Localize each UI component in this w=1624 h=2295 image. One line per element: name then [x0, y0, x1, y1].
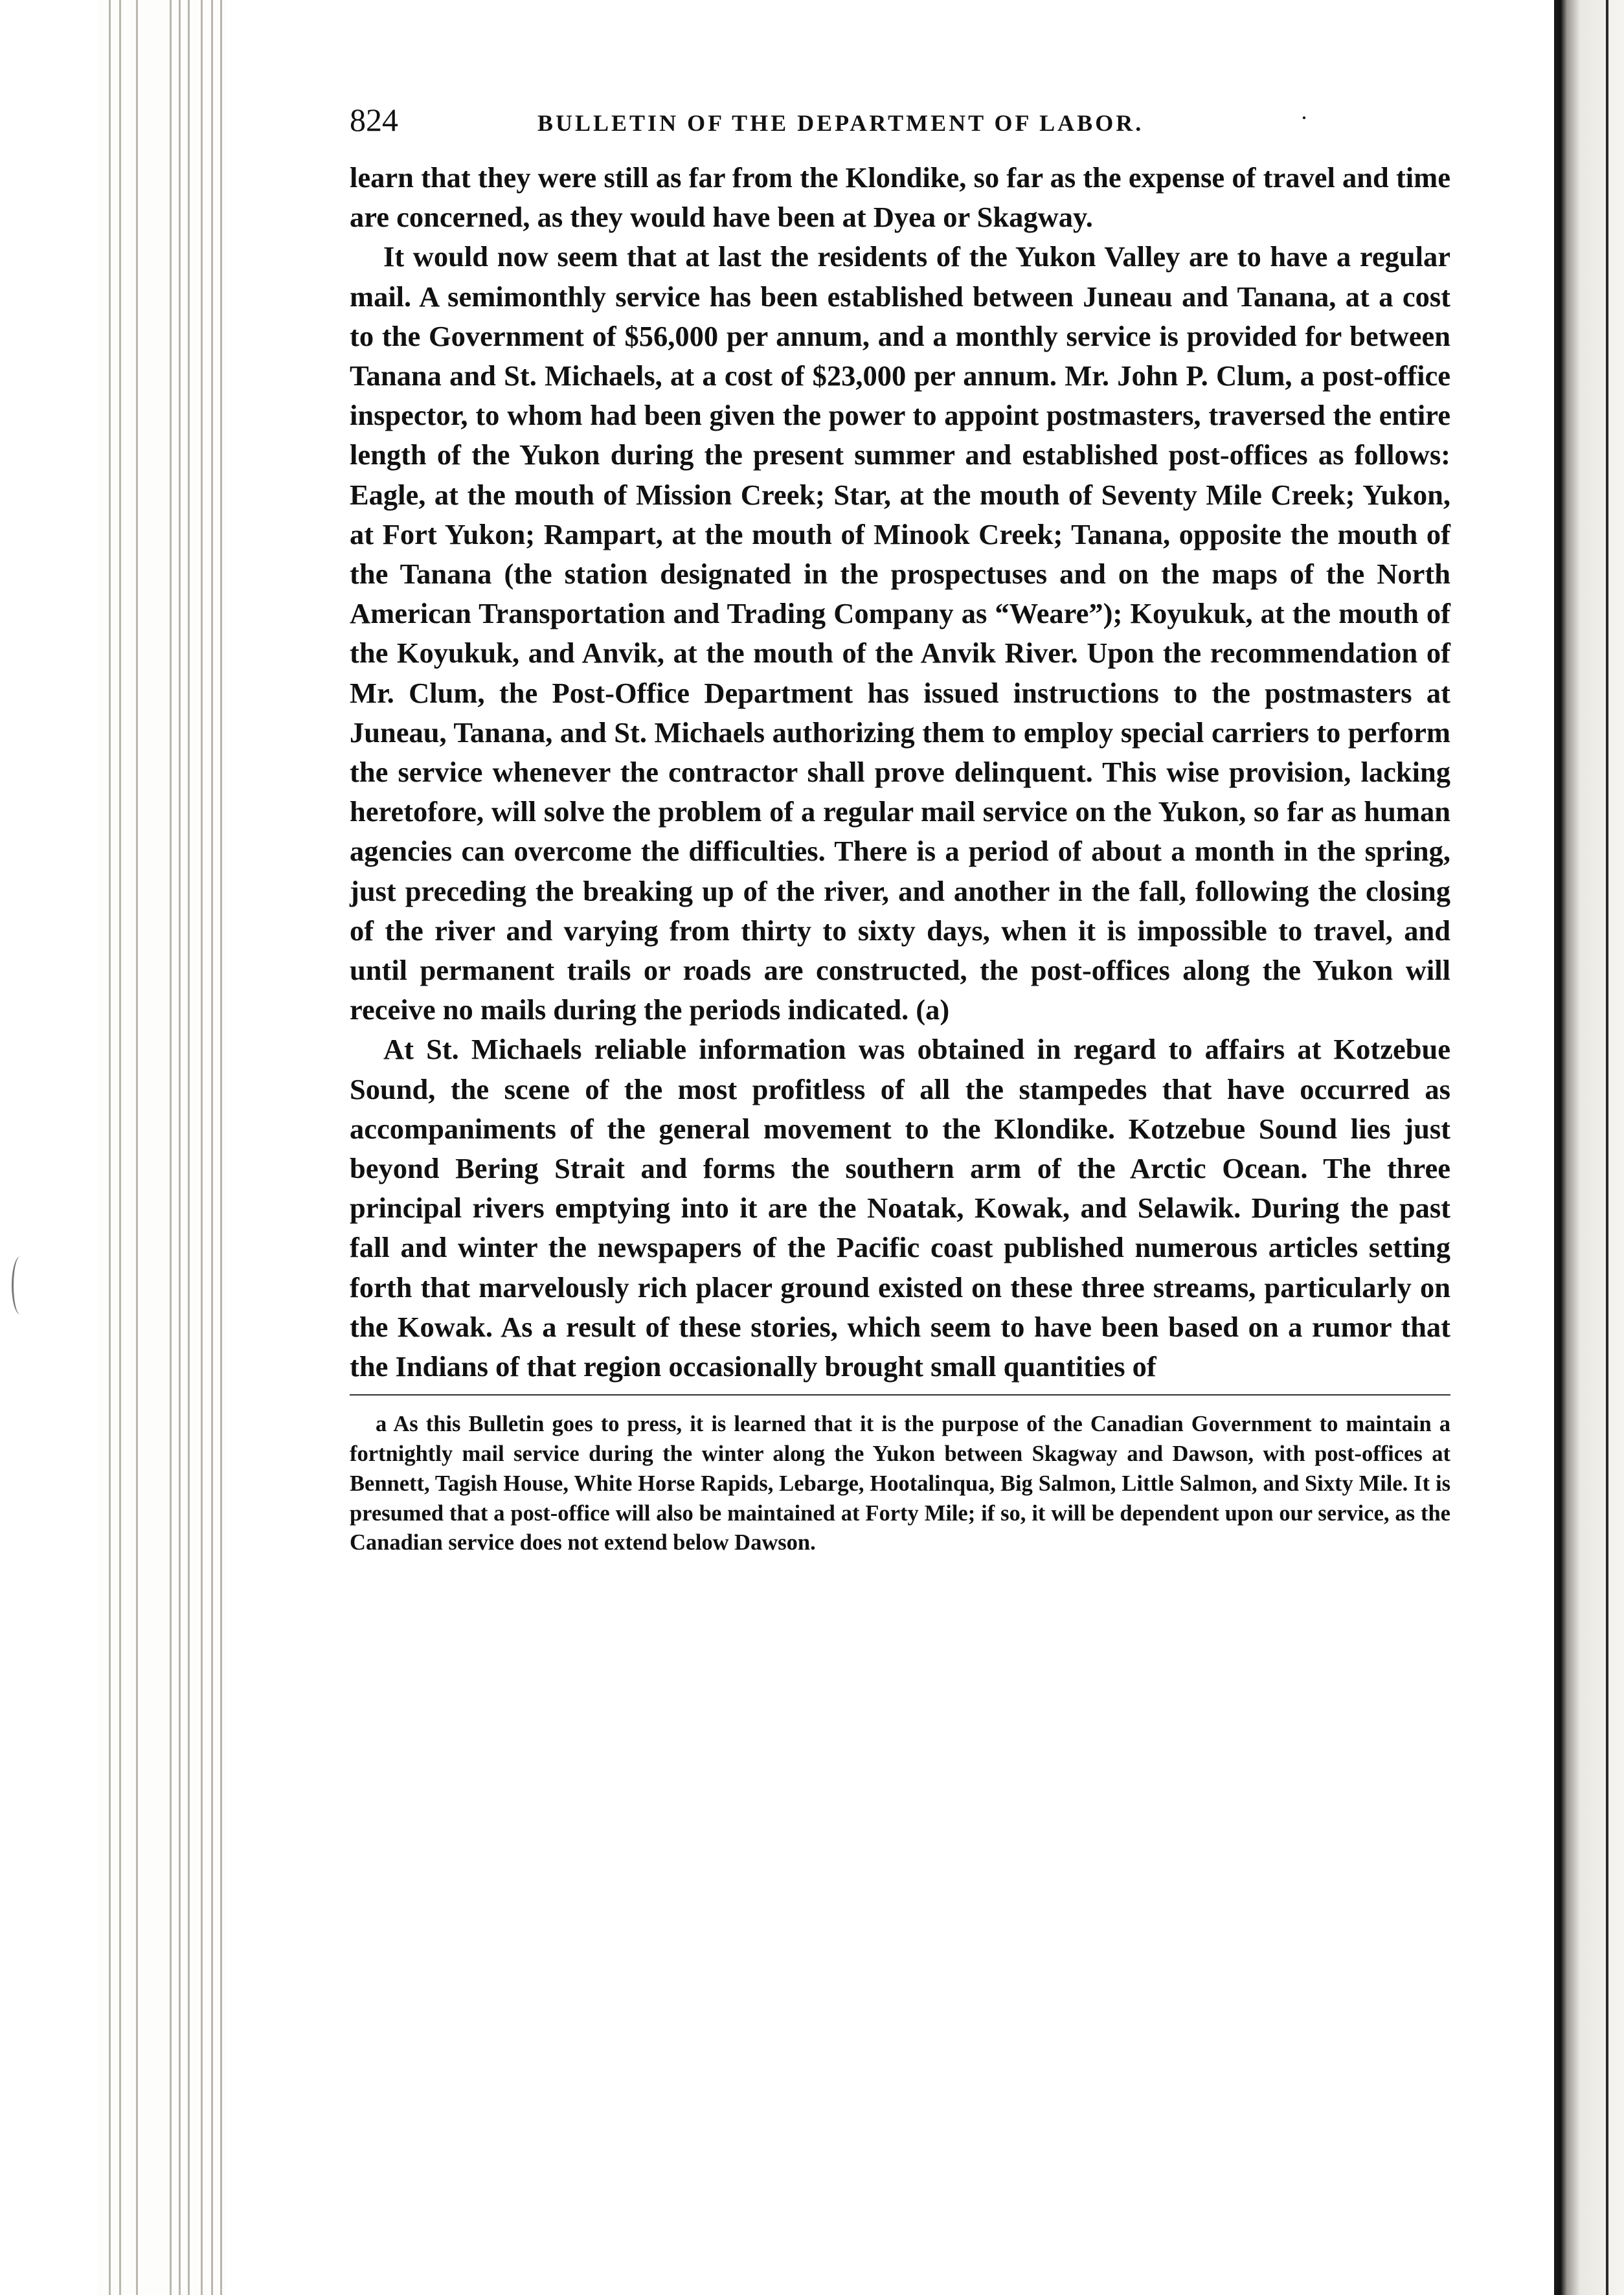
paragraph-1: learn that they were still as far from the Klondike, so far as the expense of travel and time are concerned, as they would have been at Dyea or Skagway.: [350, 161, 1450, 234]
page-number: 824: [350, 102, 398, 138]
footnote-rule: [350, 1394, 1450, 1396]
margin-mark: [12, 1256, 29, 1315]
document-page: [350, 97, 1450, 1558]
header-mark: ·: [1300, 105, 1308, 131]
page-header: [350, 97, 1450, 149]
body-text: [350, 158, 1450, 1386]
paragraph-2: It would now seem that at last the residents of the Yukon Valley are to have a regular mail. A semimonthly service has been established between Juneau and Tanana, at a cost to the Government of $56,000 per annum, and a monthly service is provided for between Tanana and St. Michaels, at a cost of $23,000 per annum. Mr. John P. Clum, a post-office inspector, to whom had been given the power to appoint postmasters, traversed the entire length of the Yukon during the present summer and established post-offices as follows: Eagle, at the mouth of Mission Creek; Star, at the mouth of Seventy Mile Creek; Yukon, at Fort Yukon; Rampart, at the mouth of Minook Creek; Tanana, opposite the mouth of the Tanana (the station designated in the prospectuses and on the maps of the North American Transportation and Trading Company as “Weare”); Koyukuk, at the mouth of the Koyukuk, and Anvik, at the mouth of the Anvik River. Upon the recommendation of Mr. Clum, the Post-Office Department has issued instructions to the postmasters at Juneau, Tanana, and St. Michaels authorizing them to employ special carriers to perform the service whenever the contractor shall prove delinquent. This wise provision, lacking heretofore, will solve the problem of a regular mail service on the Yukon, so far as human agencies can overcome the difficulties. There is a period of about a month in the spring, just preceding the breaking up of the river, and another in the fall, following the closing of the river and varying from thirty to sixty days, when it is impossible to travel, and until permanent trails or roads are constructed, the post-offices along the Yukon will receive no mails during the periods indicated. (a): [350, 240, 1450, 1026]
paragraph-3: At St. Michaels reliable information was obtained in regard to affairs at Kotzebue Sound, the scene of the most profitless of all the stampedes that have occurred as accompaniments of the general movement to the Klondike. Kotzebue Sound lies just beyond Bering Strait and forms the southern arm of the Arctic Ocean. The three principal rivers emptying into it are the Noatak, Kowak, and Selawik. During the past fall and winter the newspapers of the Pacific coast published numerous articles setting forth that marvelously rich placer ground existed on these three streams, particularly on the Kowak. As a result of these stories, which seem to have been based on a rumor that the Indians of that region occasionally brought small quantities of: [350, 1033, 1450, 1383]
scanner-edge: [1554, 0, 1624, 2295]
book-page-edges: [97, 0, 227, 2295]
running-head: BULLETIN OF THE DEPARTMENT OF LABOR.: [537, 110, 1144, 136]
footnote: a As this Bulletin goes to press, it is learned that it is the purpose of the Canadian Government to maintain a fortnightly mail service during the winter along the Yukon between Skagway and Dawson, with post-offices at Bennett, Tagish House, White Horse Rapids, Lebarge, Hootalinqua, Big Salmon, Little Salmon, and Sixty Mile. It is presumed that a post-office will also be maintained at Forty Mile; if so, it will be dependent upon our service, as the Canadian service does not extend below Dawson.: [350, 1412, 1450, 1555]
